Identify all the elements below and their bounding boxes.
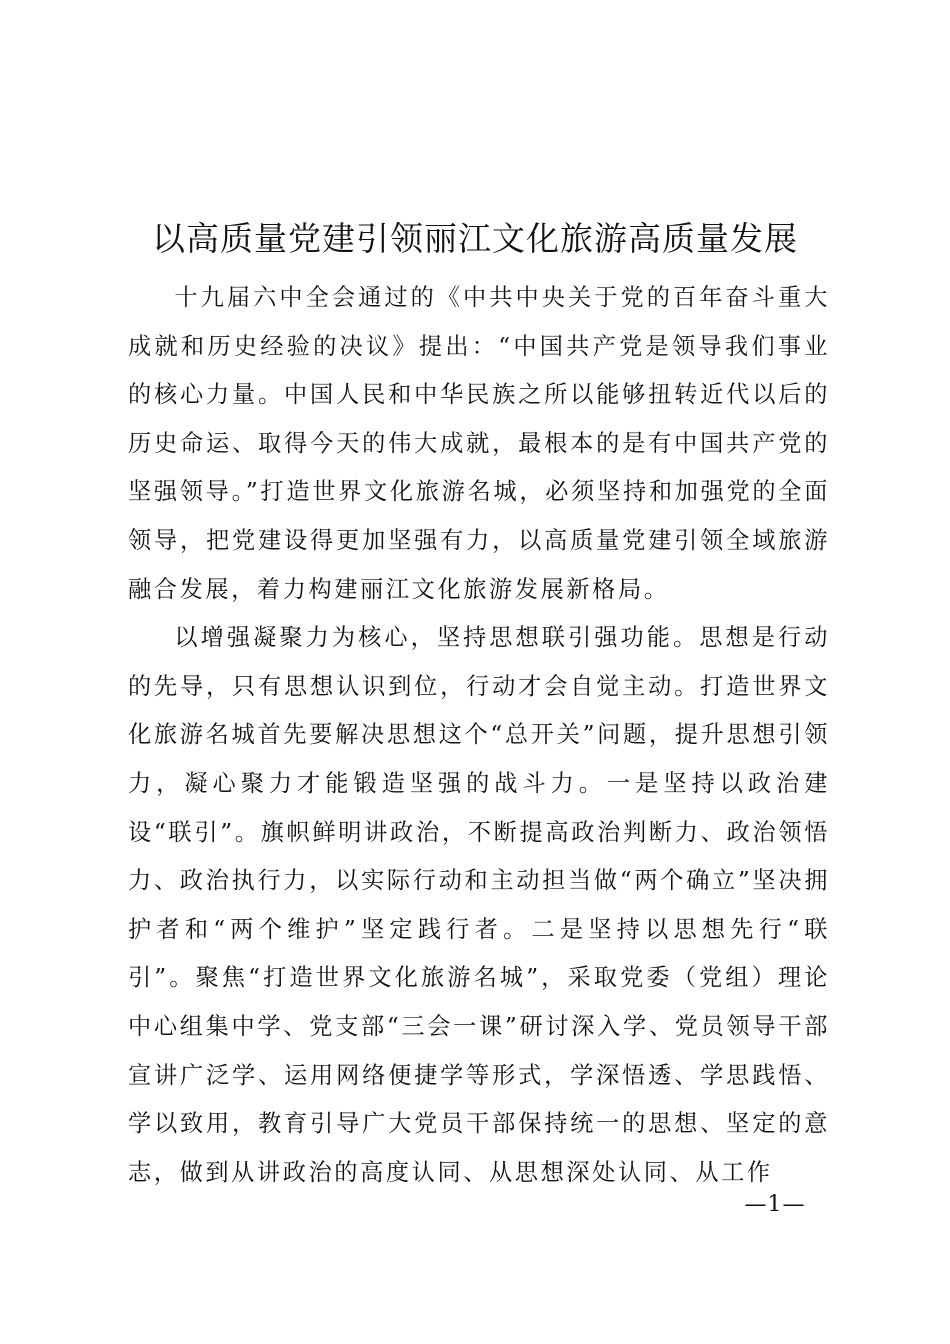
paragraph-1: 十九届六中全会通过的《中共中央关于党的百年奋斗重大成就和历史经验的决议》提出：“中国共产党是领导我们事业的核心力量。中国人民和中华民族之所以能够扭转近代以后的历史命运、取得今天的伟大成就，最根本的是有中国共产党的坚强领导。”打造世界文化旅游名城，必须坚持和加强党的全面领导，把党建设得更加坚强有力，以高质量党建引领全域旅游融合发展，着力构建丽江文化旅游发展新格局。 bbox=[128, 284, 830, 603]
paragraph-2: 以增强凝聚力为核心，坚持思想联引强功能。思想是行动的先导，只有思想认识到位，行动才会自觉主动。打造世界文化旅游名城首先要解决思想这个“总开关”问题，提升思想引领力，凝心聚力才能锻造坚强的战斗力。一是坚持以政治建设“联引”。旗帜鲜明讲政治，不断提高政治判断力、政治领悟力、政治执行力，以实际行动和主动担当做“两个确立”坚决拥护者和“两个维护”坚定践行者。二是坚持以思想先行“联引”。聚焦“打造世界文化旅游名城”，采取党委（党组）理论中心组集中学、党支部“三会一课”研讨深入学、党员领导干部宣讲广泛学、运用网络便捷学等形式，学深悟透、学思践悟、学以致用，教育引导广大党员干部保持统一的思想、坚定的意志，做到从讲政治的高度认同、从思想深处认同、从工作 bbox=[128, 624, 830, 1186]
document-title: 以高质量党建引领丽江文化旅游高质量发展 bbox=[152, 219, 798, 259]
page-number: —1— bbox=[744, 1192, 806, 1217]
document-body bbox=[128, 274, 830, 1197]
